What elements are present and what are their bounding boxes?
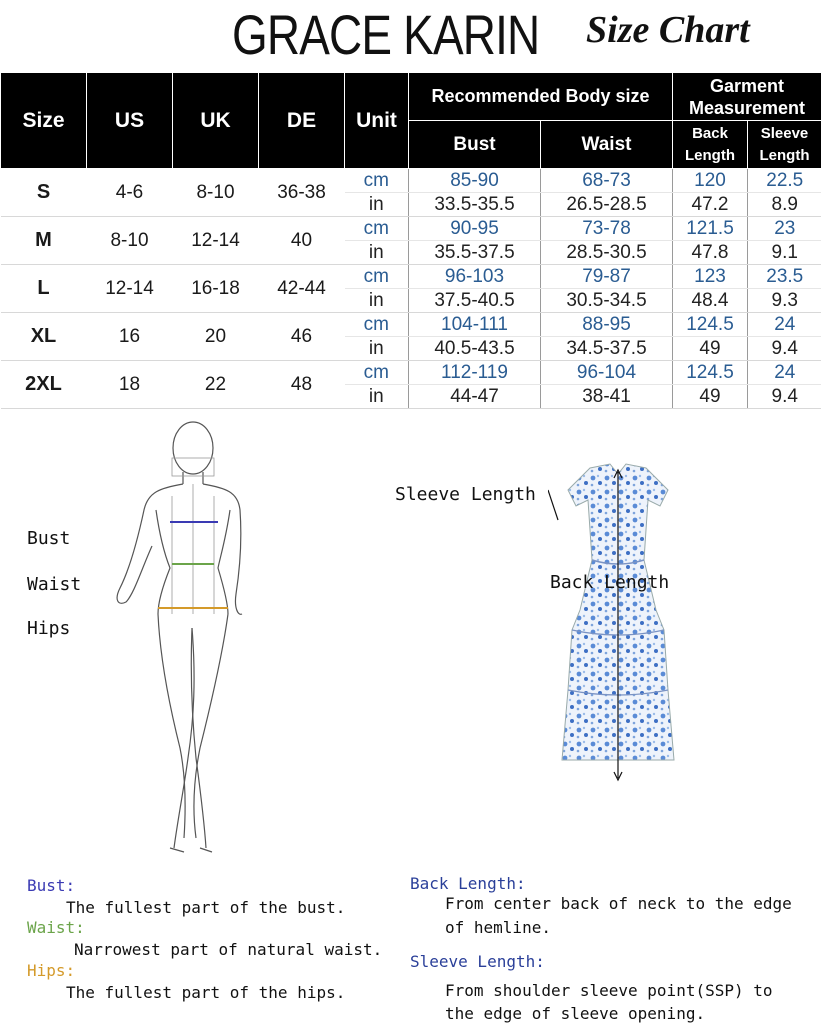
waist-cell: 73-78 bbox=[541, 217, 673, 241]
de-cell: 42-44 bbox=[259, 265, 345, 313]
sleeve-length-cell: 23.5 bbox=[748, 265, 821, 289]
back-length-cell: 49 bbox=[673, 385, 748, 409]
header-us: US bbox=[87, 73, 173, 169]
us-cell: 8-10 bbox=[87, 217, 173, 265]
sleeve-length-cell: 9.3 bbox=[748, 289, 821, 313]
waist-cell: 38-41 bbox=[541, 385, 673, 409]
us-cell: 12-14 bbox=[87, 265, 173, 313]
bust-cell: 104-111 bbox=[409, 313, 541, 337]
size-cell: 2XL bbox=[1, 361, 87, 409]
waist-term: Waist: bbox=[27, 918, 85, 937]
bust-cell: 35.5-37.5 bbox=[409, 241, 541, 265]
unit-cell: in bbox=[345, 385, 409, 409]
unit-cell: in bbox=[345, 289, 409, 313]
header-bust: Bust bbox=[409, 121, 541, 169]
unit-cell: cm bbox=[345, 169, 409, 193]
uk-cell: 20 bbox=[173, 313, 259, 361]
header-waist: Waist bbox=[541, 121, 673, 169]
back-length-cell: 47.8 bbox=[673, 241, 748, 265]
bust-cell: 33.5-35.5 bbox=[409, 193, 541, 217]
back-length-cell: 49 bbox=[673, 337, 748, 361]
unit-cell: cm bbox=[345, 313, 409, 337]
hips-term: Hips: bbox=[27, 961, 76, 980]
waist-cell: 79-87 bbox=[541, 265, 673, 289]
waist-description: Narrowest part of natural waist. bbox=[74, 940, 383, 959]
sleeve-length-cell: 8.9 bbox=[748, 193, 821, 217]
back-length-label: Back Length bbox=[550, 572, 670, 593]
bust-term: Bust: bbox=[27, 876, 76, 895]
de-cell: 46 bbox=[259, 313, 345, 361]
header-back-length: Back Length bbox=[673, 121, 748, 169]
de-cell: 36-38 bbox=[259, 169, 345, 217]
sleeve-length-term: Sleeve Length: bbox=[410, 952, 545, 971]
uk-cell: 22 bbox=[173, 361, 259, 409]
back-length-cell: 48.4 bbox=[673, 289, 748, 313]
uk-cell: 12-14 bbox=[173, 217, 259, 265]
us-cell: 16 bbox=[87, 313, 173, 361]
header-uk: UK bbox=[173, 73, 259, 169]
back-length-cell: 120 bbox=[673, 169, 748, 193]
back-length-cell: 124.5 bbox=[673, 361, 748, 385]
bust-description: The fullest part of the bust. bbox=[66, 898, 346, 917]
sleeve-length-cell: 9.4 bbox=[748, 337, 821, 361]
unit-cell: cm bbox=[345, 217, 409, 241]
waist-label: Waist bbox=[27, 574, 82, 595]
table-row bbox=[1, 361, 821, 385]
brand-logo: GRACE KARIN bbox=[232, 3, 540, 66]
size-table bbox=[0, 72, 821, 409]
waist-cell: 26.5-28.5 bbox=[541, 193, 673, 217]
header-garment: Garment Measurement bbox=[673, 73, 821, 121]
sleeve-length-cell: 9.4 bbox=[748, 385, 821, 409]
hips-label: Hips bbox=[27, 618, 71, 639]
back-length-cell: 123 bbox=[673, 265, 748, 289]
unit-cell: in bbox=[345, 241, 409, 265]
unit-cell: cm bbox=[345, 361, 409, 385]
size-cell: L bbox=[1, 265, 87, 313]
bust-cell: 37.5-40.5 bbox=[409, 289, 541, 313]
header-de: DE bbox=[259, 73, 345, 169]
de-cell: 48 bbox=[259, 361, 345, 409]
back-length-term: Back Length: bbox=[410, 874, 526, 893]
back-length-cell: 47.2 bbox=[673, 193, 748, 217]
sleeve-length-cell: 23 bbox=[748, 217, 821, 241]
sleeve-length-cell: 22.5 bbox=[748, 169, 821, 193]
waist-cell: 34.5-37.5 bbox=[541, 337, 673, 361]
bust-cell: 112-119 bbox=[409, 361, 541, 385]
sleeve-length-description-2: the edge of sleeve opening. bbox=[445, 1004, 706, 1023]
back-length-cell: 121.5 bbox=[673, 217, 748, 241]
back-length-cell: 124.5 bbox=[673, 313, 748, 337]
back-length-description-2: of hemline. bbox=[445, 918, 551, 937]
back-length-description-1: From center back of neck to the edge bbox=[445, 894, 792, 913]
table-row bbox=[1, 313, 821, 337]
waist-cell: 88-95 bbox=[541, 313, 673, 337]
size-cell: S bbox=[1, 169, 87, 217]
us-cell: 18 bbox=[87, 361, 173, 409]
table-row bbox=[1, 169, 821, 193]
waist-cell: 68-73 bbox=[541, 169, 673, 193]
bust-cell: 40.5-43.5 bbox=[409, 337, 541, 361]
figure-head bbox=[173, 422, 213, 474]
unit-cell: cm bbox=[345, 265, 409, 289]
waist-cell: 96-104 bbox=[541, 361, 673, 385]
bust-cell: 90-95 bbox=[409, 217, 541, 241]
header-recommended: Recommended Body size bbox=[409, 73, 673, 121]
sleeve-length-arrow bbox=[548, 490, 558, 520]
hips-description: The fullest part of the hips. bbox=[66, 983, 346, 1002]
de-cell: 40 bbox=[259, 217, 345, 265]
header-sleeve-length: Sleeve Length bbox=[748, 121, 821, 169]
uk-cell: 8-10 bbox=[173, 169, 259, 217]
body-figure-illustration bbox=[100, 418, 280, 858]
page-title: Size Chart bbox=[586, 9, 750, 51]
unit-cell: in bbox=[345, 193, 409, 217]
sleeve-length-cell: 24 bbox=[748, 313, 821, 337]
size-cell: M bbox=[1, 217, 87, 265]
sleeve-length-cell: 24 bbox=[748, 361, 821, 385]
dress-illustration bbox=[548, 460, 688, 790]
header-size: Size bbox=[1, 73, 87, 169]
us-cell: 4-6 bbox=[87, 169, 173, 217]
waist-cell: 28.5-30.5 bbox=[541, 241, 673, 265]
sleeve-length-label: Sleeve Length bbox=[395, 484, 536, 505]
sleeve-length-description-1: From shoulder sleeve point(SSP) to bbox=[445, 981, 773, 1000]
bust-cell: 85-90 bbox=[409, 169, 541, 193]
uk-cell: 16-18 bbox=[173, 265, 259, 313]
table-row bbox=[1, 217, 821, 241]
sleeve-length-cell: 9.1 bbox=[748, 241, 821, 265]
header-unit: Unit bbox=[345, 73, 409, 169]
bust-label: Bust bbox=[27, 528, 71, 549]
size-cell: XL bbox=[1, 313, 87, 361]
table-row bbox=[1, 265, 821, 289]
waist-cell: 30.5-34.5 bbox=[541, 289, 673, 313]
bust-cell: 96-103 bbox=[409, 265, 541, 289]
bust-cell: 44-47 bbox=[409, 385, 541, 409]
unit-cell: in bbox=[345, 337, 409, 361]
